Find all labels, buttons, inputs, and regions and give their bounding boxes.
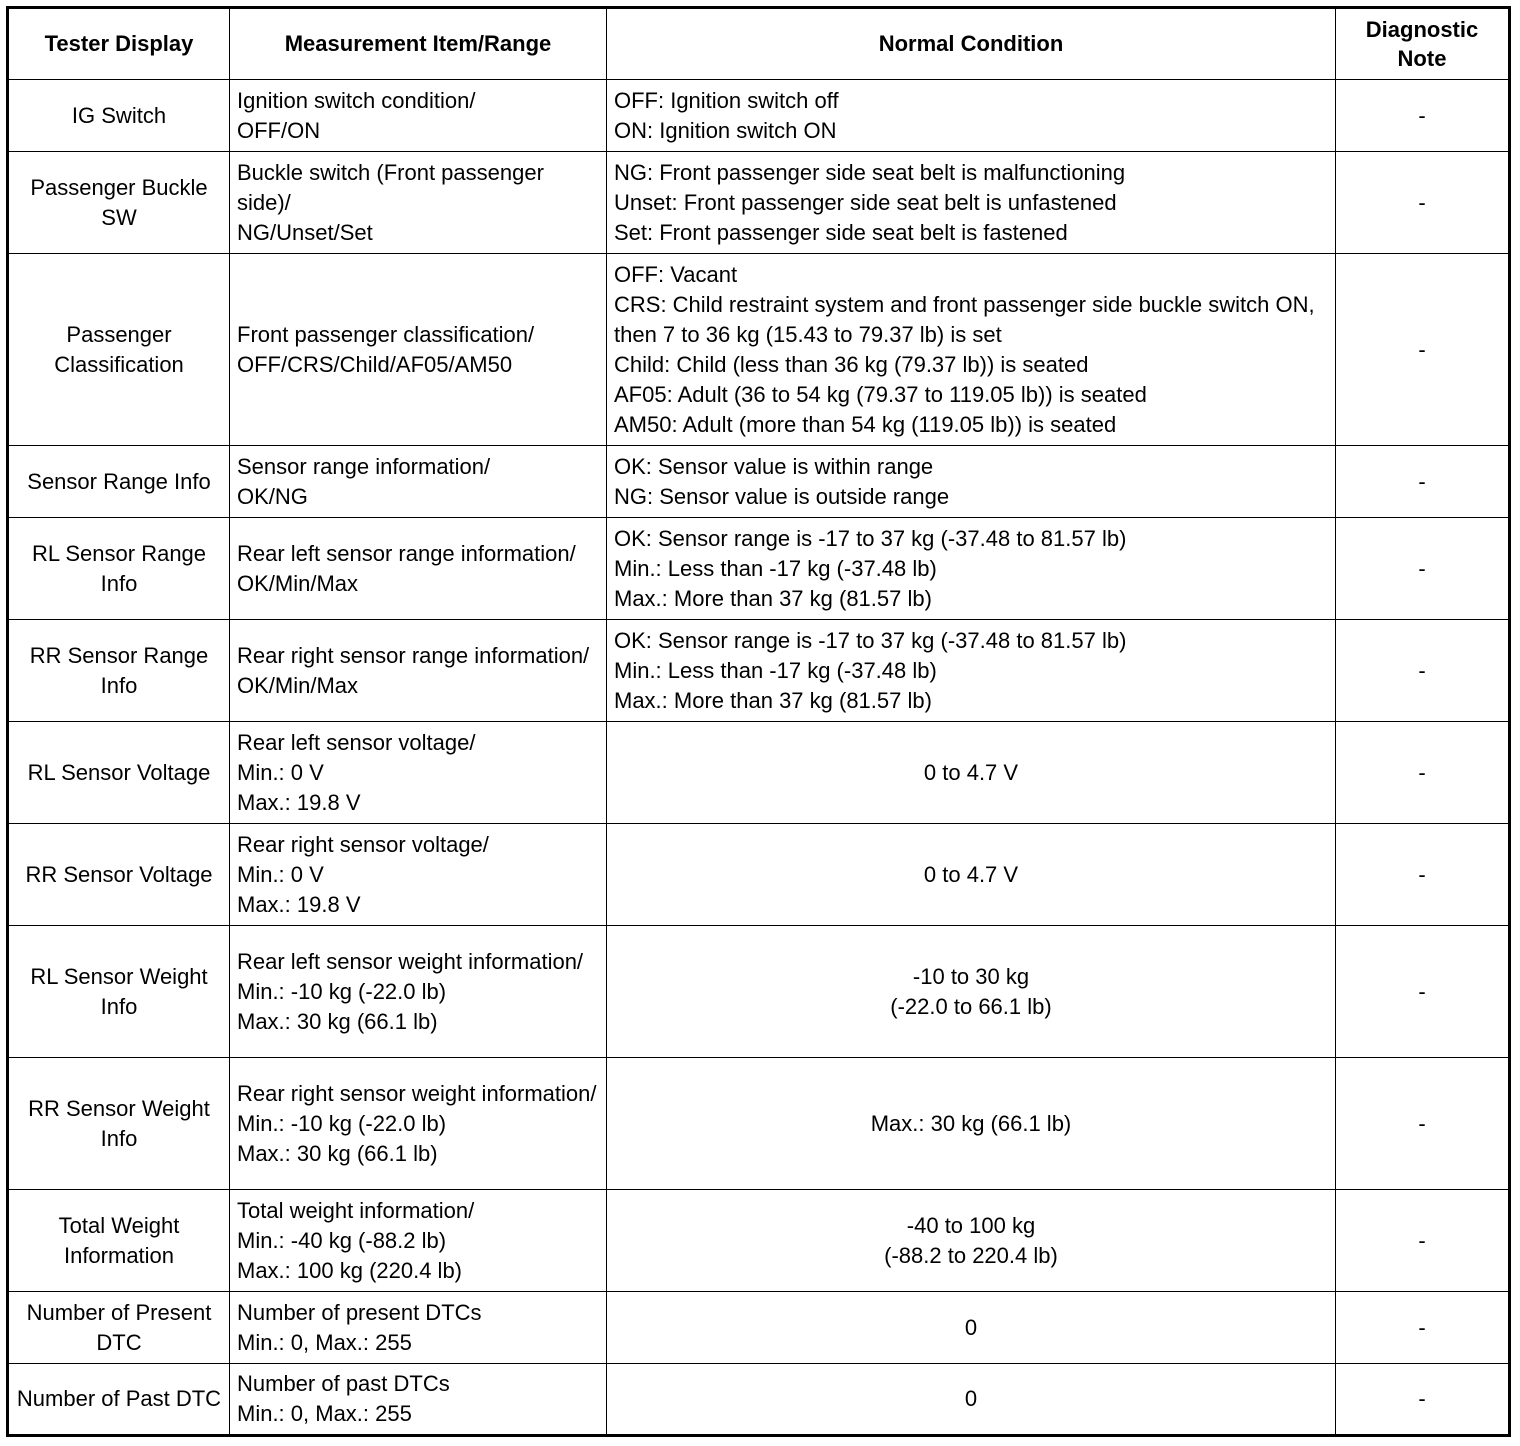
normal-condition-cell: [607, 152, 1336, 254]
measurement-line: Min.: -10 kg (-22.0 lb): [237, 1110, 447, 1136]
data-list-table: [6, 6, 1511, 1437]
header-measurement-item: Measurement Item/Range: [230, 8, 607, 80]
tester-display-cell: RR Sensor Range Info: [8, 620, 230, 722]
diagnostic-note-cell: -: [1336, 824, 1510, 926]
diagnostic-note-cell: -: [1336, 1364, 1510, 1436]
diagnostic-note-cell: -: [1336, 926, 1510, 1058]
normal-condition-line: OK: Sensor range is -17 to 37 kg (-37.48 to 81.57 lb): [614, 525, 1127, 551]
measurement-line: Number of past DTCs: [237, 1371, 450, 1396]
normal-condition-line: Child: Child (less than 36 kg (79.37 lb)) is seated: [614, 351, 1089, 377]
diagnostic-note-cell: -: [1336, 722, 1510, 824]
measurement-item-cell: [230, 722, 607, 824]
normal-condition-line: Min.: Less than -17 kg (-37.48 lb): [614, 555, 937, 581]
normal-condition-line: Min.: Less than -17 kg (-37.48 lb): [614, 657, 937, 683]
normal-condition-cell: [607, 1190, 1336, 1292]
diagnostic-note-cell: -: [1336, 1190, 1510, 1292]
measurement-line: Rear left sensor weight information/: [237, 948, 584, 974]
normal-condition-cell: [607, 80, 1336, 152]
normal-condition-line: AM50: Adult (more than 54 kg (119.05 lb)) is seated: [614, 411, 1117, 437]
normal-condition-line: (-22.0 to 66.1 lb): [890, 993, 1052, 1019]
normal-condition-line: ON: Ignition switch ON: [614, 117, 837, 143]
measurement-item-cell: [230, 1058, 607, 1190]
tester-display-cell: Number of Present DTC: [8, 1292, 230, 1364]
tester-display-cell: RL Sensor Weight Info: [8, 926, 230, 1058]
normal-condition-line: Max.: 30 kg (66.1 lb): [870, 1110, 1072, 1136]
normal-condition-line: Set: Front passenger side seat belt is fastened: [614, 219, 1068, 245]
measurement-line: Sensor range information/: [237, 453, 491, 479]
normal-condition-line: -40 to 100 kg: [906, 1212, 1036, 1238]
table-row: [8, 926, 1510, 1058]
measurement-line: Rear right sensor voltage/: [237, 831, 489, 857]
tester-display-cell: RL Sensor Voltage: [8, 722, 230, 824]
measurement-line: Max.: 30 kg (66.1 lb): [237, 1008, 438, 1034]
header-diagnostic-note: Diagnostic Note: [1336, 8, 1510, 80]
normal-condition-cell: [607, 446, 1336, 518]
table-row: [8, 620, 1510, 722]
normal-condition-cell: [607, 620, 1336, 722]
normal-condition-cell: [607, 1364, 1336, 1436]
tester-display-cell: Number of Past DTC: [8, 1364, 230, 1436]
normal-condition-line: (-88.2 to 220.4 lb): [884, 1242, 1058, 1268]
normal-condition-line: NG: Sensor value is outside range: [614, 483, 950, 509]
measurement-line: Rear left sensor range information/: [237, 540, 576, 566]
measurement-line: Buckle switch (Front passenger side)/: [237, 159, 544, 215]
measurement-item-cell: [230, 1364, 607, 1436]
table-row: [8, 80, 1510, 152]
normal-condition-line: OK: Sensor range is -17 to 37 kg (-37.48 to 81.57 lb): [614, 627, 1127, 653]
normal-condition-line: OFF: Vacant: [614, 261, 738, 287]
measurement-item-cell: [230, 620, 607, 722]
measurement-line: Min.: 0, Max.: 255: [237, 1401, 412, 1426]
measurement-line: Front passenger classification/: [237, 321, 535, 347]
measurement-line: OK/NG: [237, 483, 308, 509]
measurement-line: Min.: 0 V: [237, 759, 324, 785]
measurement-item-cell: [230, 254, 607, 446]
table-row: [8, 722, 1510, 824]
normal-condition-cell: [607, 1292, 1336, 1364]
normal-condition-cell: [607, 518, 1336, 620]
tester-display-cell: Total Weight Information: [8, 1190, 230, 1292]
tester-display-cell: RR Sensor Voltage: [8, 824, 230, 926]
measurement-line: OK/Min/Max: [237, 570, 359, 596]
normal-condition-line: AF05: Adult (36 to 54 kg (79.37 to 119.05 lb)) is seated: [614, 381, 1147, 407]
measurement-line: Number of present DTCs: [237, 1299, 482, 1325]
tester-display-cell: RR Sensor Weight Info: [8, 1058, 230, 1190]
normal-condition-line: OFF: Ignition switch off: [614, 87, 839, 113]
normal-condition-line: Unset: Front passenger side seat belt is unfastened: [614, 189, 1117, 215]
measurement-item-cell: [230, 824, 607, 926]
measurement-line: Min.: -40 kg (-88.2 lb): [237, 1227, 447, 1253]
normal-condition-line: 0: [964, 1386, 978, 1411]
normal-condition-line: -10 to 30 kg: [912, 963, 1030, 989]
header-tester-display: Tester Display: [8, 8, 230, 80]
table-row: [8, 1058, 1510, 1190]
measurement-line: NG/Unset/Set: [237, 219, 373, 245]
diagnostic-note-cell: -: [1336, 152, 1510, 254]
diagnostic-note-cell: -: [1336, 620, 1510, 722]
table-row: [8, 1292, 1510, 1364]
normal-condition-cell: [607, 1058, 1336, 1190]
normal-condition-line: 0 to 4.7 V: [923, 861, 1019, 887]
tester-display-cell: Passenger Classification: [8, 254, 230, 446]
measurement-item-cell: [230, 152, 607, 254]
measurement-item-cell: [230, 1190, 607, 1292]
normal-condition-cell: [607, 824, 1336, 926]
normal-condition-line: OK: Sensor value is within range: [614, 453, 934, 479]
normal-condition-line: 0: [964, 1314, 978, 1340]
tester-display-cell: RL Sensor Range Info: [8, 518, 230, 620]
measurement-line: Min.: 0, Max.: 255: [237, 1329, 412, 1355]
tester-display-cell: IG Switch: [8, 80, 230, 152]
measurement-line: Max.: 19.8 V: [237, 891, 361, 917]
table-row: [8, 446, 1510, 518]
normal-condition-line: CRS: Child restraint system and front passenger side buckle switch ON, then 7 to 36 kg (15.43 to 79.37 lb) is set: [614, 291, 1315, 347]
table-row: [8, 1190, 1510, 1292]
diagnostic-note-cell: -: [1336, 80, 1510, 152]
tester-display-cell: Passenger Buckle SW: [8, 152, 230, 254]
header-row: [8, 8, 1510, 80]
normal-condition-cell: [607, 722, 1336, 824]
measurement-line: Min.: -10 kg (-22.0 lb): [237, 978, 447, 1004]
diagnostic-note-cell: -: [1336, 518, 1510, 620]
measurement-line: Rear left sensor voltage/: [237, 729, 476, 755]
measurement-item-cell: [230, 80, 607, 152]
measurement-item-cell: [230, 518, 607, 620]
table-row: [8, 518, 1510, 620]
table-body: [8, 80, 1510, 1436]
diagnostic-note-cell: -: [1336, 254, 1510, 446]
measurement-item-cell: [230, 1292, 607, 1364]
table-row: [8, 824, 1510, 926]
normal-condition-line: Max.: More than 37 kg (81.57 lb): [614, 585, 932, 611]
diagnostic-note-cell: -: [1336, 1058, 1510, 1190]
measurement-line: Max.: 100 kg (220.4 lb): [237, 1257, 463, 1283]
measurement-line: Min.: 0 V: [237, 861, 324, 887]
measurement-line: Max.: 19.8 V: [237, 789, 361, 815]
normal-condition-line: 0 to 4.7 V: [923, 759, 1019, 785]
diagnostic-note-cell: -: [1336, 446, 1510, 518]
table-row: [8, 1364, 1510, 1436]
measurement-line: Rear right sensor weight information/: [237, 1080, 597, 1106]
measurement-line: OFF/ON: [237, 117, 321, 143]
normal-condition-cell: [607, 926, 1336, 1058]
measurement-line: OFF/CRS/Child/AF05/AM50: [237, 351, 513, 377]
normal-condition-line: Max.: More than 37 kg (81.57 lb): [614, 687, 932, 713]
normal-condition-line: NG: Front passenger side seat belt is malfunctioning: [614, 159, 1126, 185]
table-row: [8, 254, 1510, 446]
measurement-line: Max.: 30 kg (66.1 lb): [237, 1140, 438, 1166]
measurement-line: Total weight information/: [237, 1197, 475, 1223]
measurement-item-cell: [230, 926, 607, 1058]
tester-display-cell: Sensor Range Info: [8, 446, 230, 518]
measurement-line: Ignition switch condition/: [237, 87, 476, 113]
measurement-line: OK/Min/Max: [237, 672, 359, 698]
table-row: [8, 152, 1510, 254]
measurement-line: Rear right sensor range information/: [237, 642, 590, 668]
measurement-item-cell: [230, 446, 607, 518]
normal-condition-cell: [607, 254, 1336, 446]
header-normal-condition: Normal Condition: [607, 8, 1336, 80]
diagnostic-note-cell: -: [1336, 1292, 1510, 1364]
